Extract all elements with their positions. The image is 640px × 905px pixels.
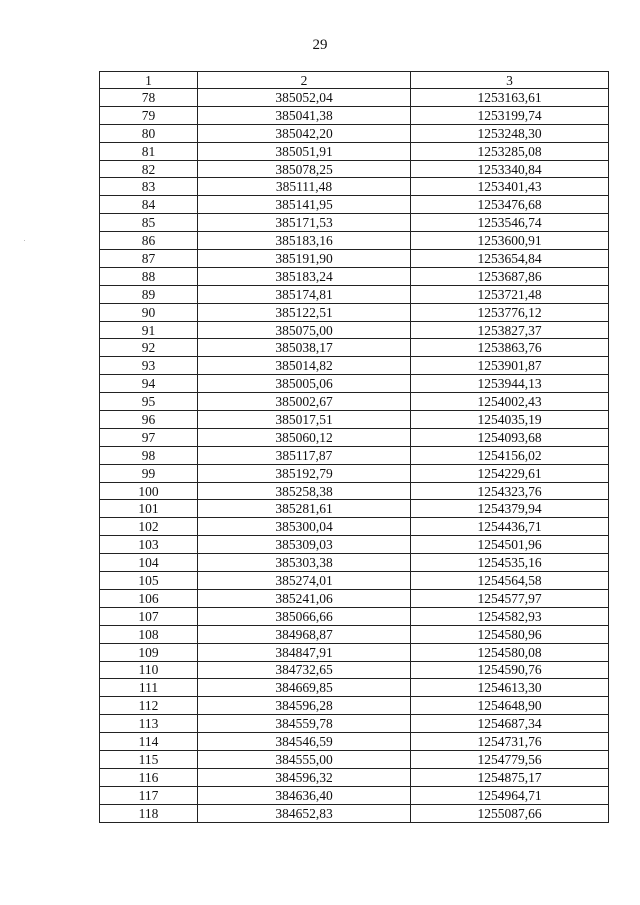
table-row [100,446,609,464]
point-number-cell: 95 [100,393,198,411]
table-row [100,661,609,679]
x-coordinate-cell: 385122,51 [198,303,411,321]
y-coordinate-cell: 1253163,61 [411,89,609,107]
x-coordinate-cell: 385111,48 [198,178,411,196]
y-coordinate-cell: 1253901,87 [411,357,609,375]
table-row [100,786,609,804]
x-coordinate-cell: 384559,78 [198,715,411,733]
point-number-cell: 104 [100,554,198,572]
point-number-cell: 96 [100,411,198,429]
point-number-cell: 115 [100,750,198,768]
y-coordinate-cell: 1254577,97 [411,589,609,607]
point-number-cell: 86 [100,232,198,250]
point-number-cell: 113 [100,715,198,733]
y-coordinate-cell: 1253776,12 [411,303,609,321]
x-coordinate-cell: 385300,04 [198,518,411,536]
point-number-cell: 116 [100,768,198,786]
y-coordinate-cell: 1254648,90 [411,697,609,715]
x-coordinate-cell: 385075,00 [198,321,411,339]
x-coordinate-cell: 385309,03 [198,536,411,554]
table-row [100,214,609,232]
x-coordinate-cell: 385281,61 [198,500,411,518]
x-coordinate-cell: 385014,82 [198,357,411,375]
y-coordinate-cell: 1254156,02 [411,446,609,464]
x-coordinate-cell: 384596,28 [198,697,411,715]
table-row [100,607,609,625]
x-coordinate-cell: 385078,25 [198,160,411,178]
x-coordinate-cell: 385183,24 [198,267,411,285]
table-row [100,339,609,357]
table-row [100,500,609,518]
x-coordinate-cell: 385191,90 [198,250,411,268]
point-number-cell: 112 [100,697,198,715]
x-coordinate-cell: 385303,38 [198,554,411,572]
x-coordinate-cell: 385002,67 [198,393,411,411]
y-coordinate-cell: 1254582,93 [411,607,609,625]
y-coordinate-cell: 1253476,68 [411,196,609,214]
y-coordinate-cell: 1253600,91 [411,232,609,250]
y-coordinate-cell: 1254875,17 [411,768,609,786]
column-header-x-coordinate: 2 [198,72,411,89]
y-coordinate-cell: 1254964,71 [411,786,609,804]
y-coordinate-cell: 1253687,86 [411,267,609,285]
table-row [100,554,609,572]
point-number-cell: 89 [100,285,198,303]
x-coordinate-cell: 385117,87 [198,446,411,464]
table-row [100,643,609,661]
table-row [100,697,609,715]
table-row [100,303,609,321]
y-coordinate-cell: 1254590,76 [411,661,609,679]
y-coordinate-cell: 1253863,76 [411,339,609,357]
point-number-cell: 102 [100,518,198,536]
point-number-cell: 106 [100,589,198,607]
table-row [100,411,609,429]
point-number-cell: 80 [100,124,198,142]
x-coordinate-cell: 385066,66 [198,607,411,625]
point-number-cell: 85 [100,214,198,232]
table-row [100,375,609,393]
point-number-cell: 78 [100,89,198,107]
column-header-point-number: 1 [100,72,198,89]
table-row [100,536,609,554]
x-coordinate-cell: 385060,12 [198,428,411,446]
table-row [100,464,609,482]
point-number-cell: 100 [100,482,198,500]
y-coordinate-cell: 1253401,43 [411,178,609,196]
point-number-cell: 108 [100,625,198,643]
table-row [100,733,609,751]
scan-speck [24,240,25,241]
x-coordinate-cell: 385017,51 [198,411,411,429]
point-number-cell: 79 [100,106,198,124]
y-coordinate-cell: 1254564,58 [411,572,609,590]
point-number-cell: 114 [100,733,198,751]
x-coordinate-cell: 384636,40 [198,786,411,804]
x-coordinate-cell: 384968,87 [198,625,411,643]
page-number: 29 [312,37,328,53]
table-row [100,428,609,446]
x-coordinate-cell: 385141,95 [198,196,411,214]
y-coordinate-cell: 1254687,34 [411,715,609,733]
point-number-cell: 98 [100,446,198,464]
x-coordinate-cell: 385241,06 [198,589,411,607]
y-coordinate-cell: 1253654,84 [411,250,609,268]
table-row [100,178,609,196]
point-number-cell: 84 [100,196,198,214]
table-row [100,518,609,536]
y-coordinate-cell: 1254093,68 [411,428,609,446]
table-body [100,89,609,823]
table-row [100,393,609,411]
x-coordinate-cell: 384555,00 [198,750,411,768]
table-row [100,679,609,697]
point-number-cell: 103 [100,536,198,554]
table-row [100,589,609,607]
point-number-cell: 118 [100,804,198,822]
y-coordinate-cell: 1254002,43 [411,393,609,411]
table-row [100,804,609,822]
point-number-cell: 110 [100,661,198,679]
table-row [100,89,609,107]
x-coordinate-cell: 385183,16 [198,232,411,250]
point-number-cell: 83 [100,178,198,196]
x-coordinate-cell: 385174,81 [198,285,411,303]
table-row [100,715,609,733]
table-row [100,768,609,786]
table-row [100,572,609,590]
y-coordinate-cell: 1254436,71 [411,518,609,536]
table-header-row [100,72,609,89]
x-coordinate-cell: 385038,17 [198,339,411,357]
table-row [100,750,609,768]
y-coordinate-cell: 1253285,08 [411,142,609,160]
column-header-y-coordinate: 3 [411,72,609,89]
x-coordinate-cell: 385051,91 [198,142,411,160]
x-coordinate-cell: 385274,01 [198,572,411,590]
point-number-cell: 99 [100,464,198,482]
coordinates-table [99,71,609,823]
x-coordinate-cell: 385171,53 [198,214,411,232]
table-row [100,196,609,214]
y-coordinate-cell: 1254501,96 [411,536,609,554]
table-row [100,250,609,268]
point-number-cell: 107 [100,607,198,625]
table-row [100,357,609,375]
table-row [100,625,609,643]
point-number-cell: 93 [100,357,198,375]
x-coordinate-cell: 385041,38 [198,106,411,124]
x-coordinate-cell: 384652,83 [198,804,411,822]
point-number-cell: 90 [100,303,198,321]
point-number-cell: 111 [100,679,198,697]
table-row [100,106,609,124]
point-number-cell: 88 [100,267,198,285]
y-coordinate-cell: 1254379,94 [411,500,609,518]
y-coordinate-cell: 1253721,48 [411,285,609,303]
point-number-cell: 97 [100,428,198,446]
point-number-cell: 94 [100,375,198,393]
x-coordinate-cell: 384847,91 [198,643,411,661]
x-coordinate-cell: 385258,38 [198,482,411,500]
table-row [100,160,609,178]
x-coordinate-cell: 385192,79 [198,464,411,482]
x-coordinate-cell: 384732,65 [198,661,411,679]
table-row [100,321,609,339]
y-coordinate-cell: 1254229,61 [411,464,609,482]
y-coordinate-cell: 1253248,30 [411,124,609,142]
table-row [100,142,609,160]
y-coordinate-cell: 1253340,84 [411,160,609,178]
x-coordinate-cell: 385052,04 [198,89,411,107]
x-coordinate-cell: 385042,20 [198,124,411,142]
y-coordinate-cell: 1253546,74 [411,214,609,232]
point-number-cell: 91 [100,321,198,339]
y-coordinate-cell: 1255087,66 [411,804,609,822]
y-coordinate-cell: 1254535,16 [411,554,609,572]
y-coordinate-cell: 1253827,37 [411,321,609,339]
point-number-cell: 92 [100,339,198,357]
point-number-cell: 101 [100,500,198,518]
point-number-cell: 82 [100,160,198,178]
y-coordinate-cell: 1253944,13 [411,375,609,393]
table-row [100,482,609,500]
point-number-cell: 117 [100,786,198,804]
y-coordinate-cell: 1254580,96 [411,625,609,643]
y-coordinate-cell: 1253199,74 [411,106,609,124]
y-coordinate-cell: 1254779,56 [411,750,609,768]
y-coordinate-cell: 1254731,76 [411,733,609,751]
x-coordinate-cell: 384596,32 [198,768,411,786]
y-coordinate-cell: 1254323,76 [411,482,609,500]
y-coordinate-cell: 1254613,30 [411,679,609,697]
x-coordinate-cell: 384546,59 [198,733,411,751]
y-coordinate-cell: 1254580,08 [411,643,609,661]
y-coordinate-cell: 1254035,19 [411,411,609,429]
table-row [100,124,609,142]
table-row [100,267,609,285]
table-row [100,285,609,303]
point-number-cell: 87 [100,250,198,268]
point-number-cell: 109 [100,643,198,661]
point-number-cell: 105 [100,572,198,590]
x-coordinate-cell: 385005,06 [198,375,411,393]
point-number-cell: 81 [100,142,198,160]
table-row [100,232,609,250]
x-coordinate-cell: 384669,85 [198,679,411,697]
